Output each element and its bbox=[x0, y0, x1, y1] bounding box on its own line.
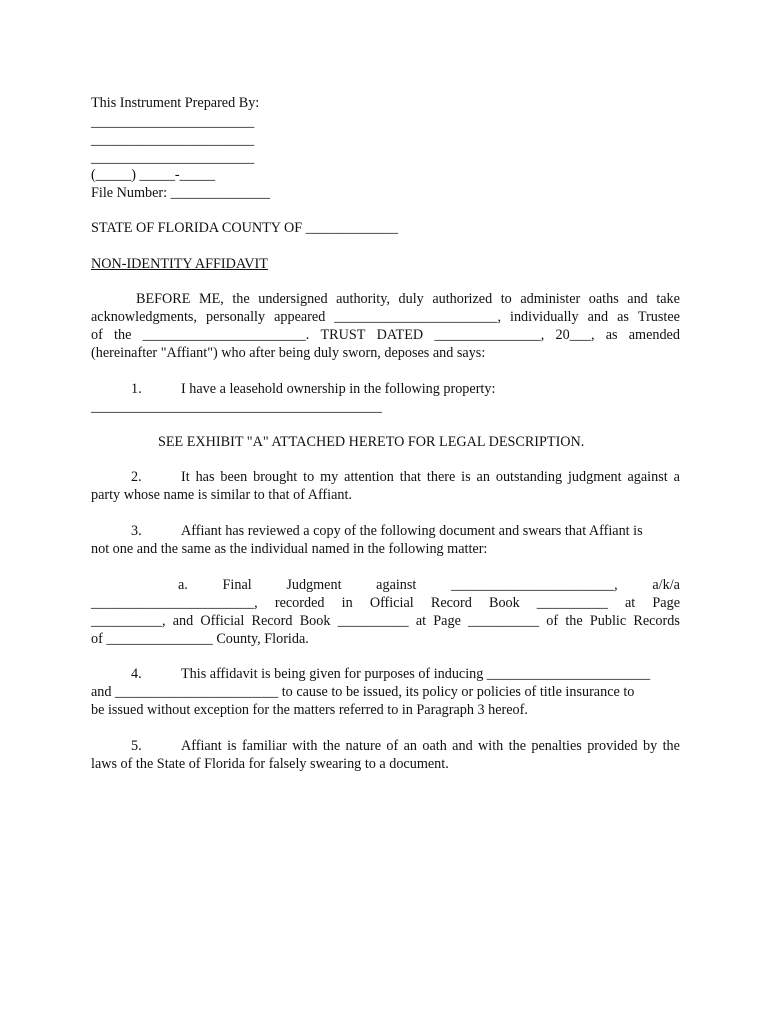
word: the bbox=[565, 613, 583, 629]
word: personally bbox=[205, 309, 266, 325]
word: Book bbox=[489, 595, 520, 611]
word: with bbox=[292, 738, 318, 754]
intro-line-2 bbox=[91, 308, 680, 326]
word: _______________________, bbox=[334, 309, 501, 325]
word: appeared bbox=[274, 309, 326, 325]
word: _______________________. bbox=[142, 327, 310, 343]
word: It bbox=[181, 469, 190, 485]
word: is bbox=[461, 469, 471, 485]
preparer-address-blank: _______________________ bbox=[91, 132, 255, 148]
word: authority, bbox=[336, 291, 390, 307]
item-5-line-1 bbox=[181, 737, 680, 755]
word: judgment bbox=[567, 469, 622, 485]
word: __________ bbox=[337, 613, 409, 629]
item-3-line-2: not one and the same as the individual named in the following matter: bbox=[91, 541, 488, 557]
word: amended bbox=[628, 327, 680, 343]
word: with bbox=[478, 738, 504, 754]
intro-line-3 bbox=[91, 326, 680, 344]
word: at bbox=[415, 613, 427, 629]
word: provided bbox=[587, 738, 638, 754]
word: Page bbox=[652, 595, 680, 611]
word: and bbox=[587, 309, 609, 325]
word: that bbox=[399, 469, 421, 485]
word: of bbox=[386, 738, 399, 754]
word: has bbox=[195, 469, 215, 485]
word: Trustee bbox=[637, 309, 680, 325]
word: the bbox=[322, 738, 341, 754]
item-3-line-1: Affiant has reviewed a copy of the following document and swears that Affiant is bbox=[181, 523, 643, 539]
word: __________ bbox=[468, 613, 540, 629]
word: recorded bbox=[274, 595, 325, 611]
word: Affiant bbox=[181, 738, 222, 754]
exhibit-line: SEE EXHIBIT "A" ATTACHED HERETO FOR LEGAL DESCRIPTION. bbox=[158, 434, 585, 450]
word: __________, bbox=[91, 613, 166, 629]
word: by bbox=[643, 738, 658, 754]
word: penalties bbox=[531, 738, 582, 754]
word: at bbox=[625, 595, 636, 611]
word: a. bbox=[178, 577, 188, 593]
word: to bbox=[303, 469, 315, 485]
word: duly bbox=[398, 291, 424, 307]
intro-line-1 bbox=[136, 290, 680, 308]
file-number-line: File Number: ______________ bbox=[91, 185, 270, 201]
item-1-text: I have a leasehold ownership in the following property: bbox=[181, 381, 496, 397]
item-4-line-2: and _______________________ to cause to be issued, its policy or policies of title insurance to bbox=[91, 684, 635, 700]
word: Record bbox=[430, 595, 472, 611]
preparer-phone-blank: (_____) _____-_____ bbox=[91, 167, 216, 183]
word: BEFORE bbox=[136, 291, 191, 307]
word: as bbox=[605, 327, 618, 343]
word: the bbox=[662, 738, 680, 754]
item-2-line-1 bbox=[181, 468, 680, 486]
word: an bbox=[403, 738, 417, 754]
word: take bbox=[656, 291, 680, 307]
word: _______________________, bbox=[451, 577, 618, 593]
word: the bbox=[114, 327, 132, 343]
word: against bbox=[376, 577, 417, 593]
item-2-line-2: party whose name is similar to that of Affiant. bbox=[91, 487, 352, 503]
word: administer bbox=[520, 291, 581, 307]
item-4-line-3: be issued without exception for the matters referred to in Paragraph 3 hereof. bbox=[91, 702, 528, 718]
word: to bbox=[500, 291, 512, 307]
word: Book bbox=[299, 613, 331, 629]
state-county-line: STATE OF FLORIDA COUNTY OF _____________ bbox=[91, 220, 398, 236]
word: __________ bbox=[536, 595, 608, 611]
word: attention bbox=[344, 469, 394, 485]
item-3a-line-1 bbox=[178, 576, 680, 594]
word: of bbox=[91, 327, 103, 343]
document-title: NON-IDENTITY AFFIDAVIT bbox=[91, 256, 268, 272]
prepared-by-label: This Instrument Prepared By: bbox=[91, 95, 260, 111]
word: Final bbox=[222, 577, 252, 593]
word: in bbox=[341, 595, 353, 611]
word: _______________, bbox=[434, 327, 545, 343]
word: individually bbox=[510, 309, 579, 325]
word: as bbox=[617, 309, 629, 325]
word: authorized bbox=[432, 291, 493, 307]
word: there bbox=[426, 469, 456, 485]
item-4-line-1: This affidavit is being given for purposes of inducing _______________________ bbox=[181, 666, 651, 682]
word: oath bbox=[422, 738, 447, 754]
word: Records bbox=[633, 613, 680, 629]
item-3a-line-2 bbox=[91, 594, 680, 612]
word: been bbox=[220, 469, 248, 485]
word: nature bbox=[345, 738, 381, 754]
word: and bbox=[627, 291, 648, 307]
word: Official bbox=[200, 613, 245, 629]
item-3a-line-4: of _______________ County, Florida. bbox=[91, 631, 309, 647]
word: TRUST bbox=[320, 327, 366, 343]
word: Page bbox=[433, 613, 461, 629]
item-1-number: 1. bbox=[131, 381, 142, 397]
word: the bbox=[508, 738, 526, 754]
item-3-number: 3. bbox=[131, 523, 142, 539]
word: 20___, bbox=[555, 327, 595, 343]
item-2-number: 2. bbox=[131, 469, 142, 485]
word: oaths bbox=[588, 291, 619, 307]
property-blank: _________________________________________ bbox=[91, 399, 382, 415]
word: my bbox=[320, 469, 339, 485]
word: is bbox=[227, 738, 237, 754]
word: of bbox=[546, 613, 559, 629]
word: acknowledgments, bbox=[91, 309, 197, 325]
word: Judgment bbox=[286, 577, 342, 593]
word: and bbox=[172, 613, 194, 629]
word: a/k/a bbox=[652, 577, 680, 593]
item-5-number: 5. bbox=[131, 738, 142, 754]
word: against bbox=[627, 469, 668, 485]
word: ME, bbox=[198, 291, 224, 307]
word: Official bbox=[369, 595, 414, 611]
preparer-name-blank: _______________________ bbox=[91, 114, 255, 130]
word: DATED bbox=[376, 327, 424, 343]
item-5-line-2: laws of the State of Florida for falsely swearing to a document. bbox=[91, 756, 449, 772]
preparer-city-blank: _______________________ bbox=[91, 150, 255, 166]
intro-line-4: (hereinafter "Affiant") who after being duly sworn, deposes and says: bbox=[91, 345, 486, 361]
word: _______________________, bbox=[91, 595, 258, 611]
word: brought bbox=[253, 469, 298, 485]
word: an bbox=[476, 469, 490, 485]
item-4-number: 4. bbox=[131, 666, 142, 682]
word: familiar bbox=[241, 738, 287, 754]
word: and bbox=[452, 738, 473, 754]
word: a bbox=[673, 469, 680, 485]
word: undersigned bbox=[258, 291, 328, 307]
item-3a-line-3 bbox=[91, 612, 680, 630]
word: Public bbox=[589, 613, 627, 629]
word: outstanding bbox=[495, 469, 563, 485]
word: the bbox=[232, 291, 250, 307]
word: Record bbox=[251, 613, 293, 629]
